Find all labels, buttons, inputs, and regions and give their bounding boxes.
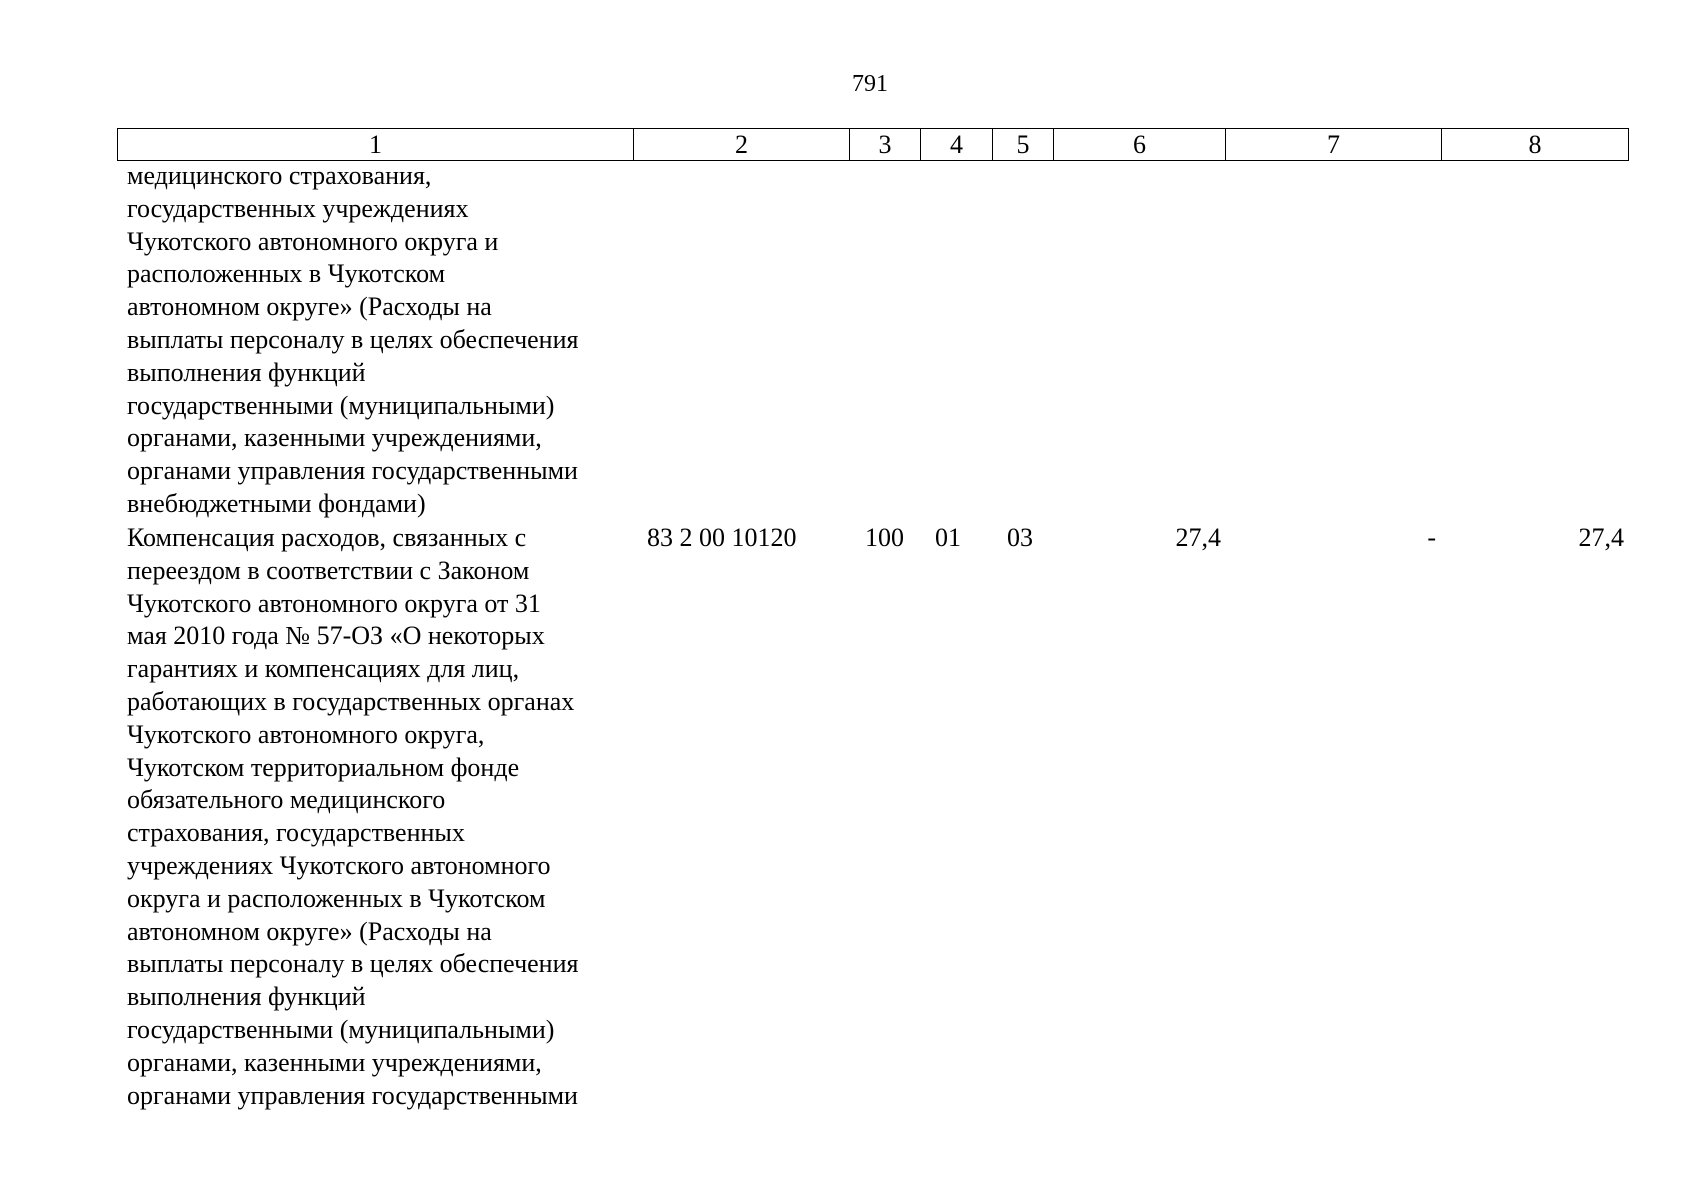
row-target-code: 83 2 00 10120 [647,523,797,552]
header-col-5: 5 [993,129,1054,161]
header-col-4: 4 [921,129,993,161]
row-amount-col7: - [1427,523,1436,552]
row-expense-type: 100 [865,523,904,552]
header-col-8: 8 [1442,129,1629,161]
row-section: 01 [935,523,961,552]
row-amount-col8: 27,4 [1578,523,1624,552]
header-col-1: 1 [118,129,634,161]
header-col-6: 6 [1054,129,1226,161]
header-col-3: 3 [850,129,921,161]
row-amount-col6: 27,4 [1175,523,1221,552]
header-col-7: 7 [1226,129,1442,161]
row-description: Компенсация расходов, связанных с переездом в соответствии с Законом Чукотского автономного округа от 31 мая 2010 года № 57-ОЗ «О некоторых гарантиях и компенсациях для лиц, работающих в государственных органах Чукотского автономного округа, Чукотском территориальном фонде обязательного медицинского страхования, государственных учреждениях Чукотского автономного округа и расположенных в Чукотском автономном округе» (Расходы на выплаты персоналу в целях обеспечения выполнения функций государственными (муниципальными) органами, казенными учреждениями, органами управления государственными [127,523,579,1110]
row-subsection: 03 [1007,523,1033,552]
column-number-header [117,128,1629,161]
row-description-continued: медицинского страхования, государственных учреждениях Чукотского автономного округа и расположенных в Чукотском автономном округе» (Расходы на выплаты персоналу в целях обеспечения выполнения функций государственными (муниципальными) органами, казенными учреждениями, органами управления государственными внебюджетными фондами) [127,161,579,518]
header-col-2: 2 [634,129,850,161]
header-row [118,129,1629,161]
page-number: 791 [852,71,888,97]
